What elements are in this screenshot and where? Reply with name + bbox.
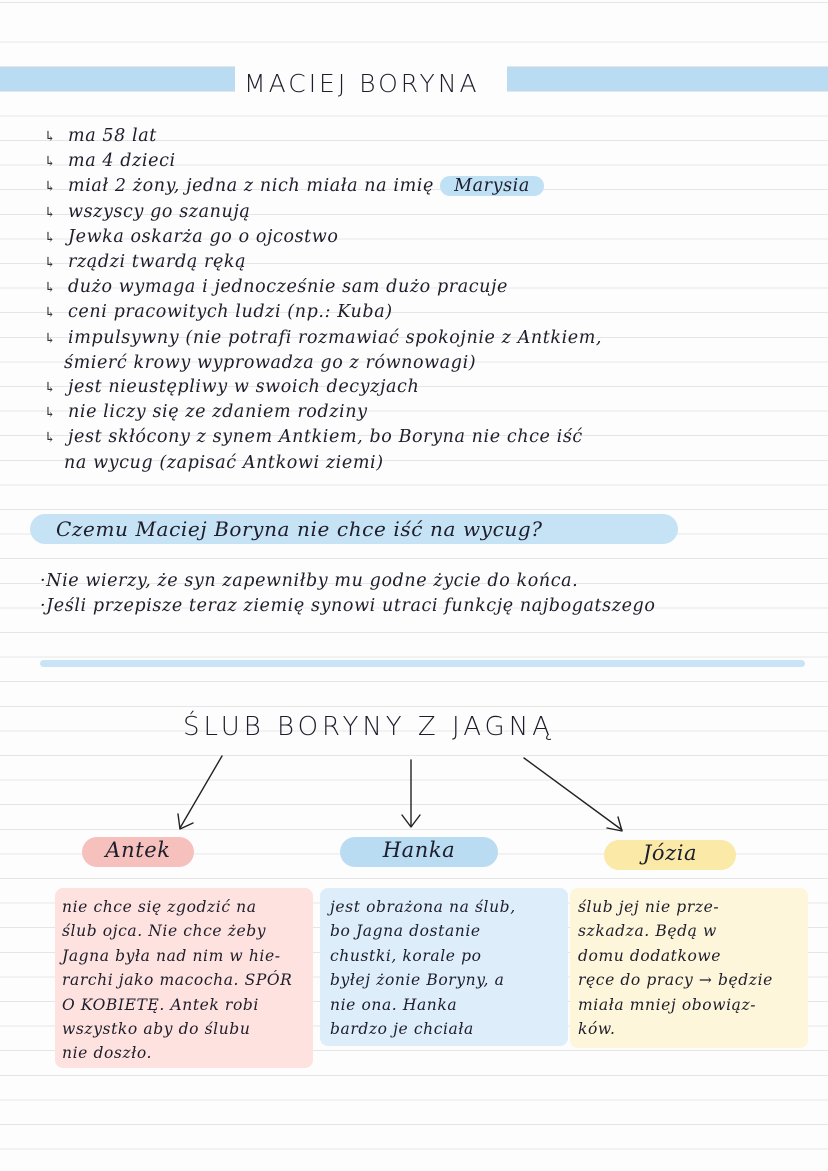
list-item: ↳ wszyscy go szanują — [44, 200, 814, 225]
list-item: ↳ rządzi twardą ręką — [44, 250, 814, 275]
character-name-jozia: Józia — [642, 841, 698, 865]
list-item: ↳ nie liczy się ze zdaniem rodziny — [44, 400, 814, 425]
note-line: O KOBIETĘ. Antek robi — [62, 995, 259, 1014]
arrow-icon: ↳ — [44, 405, 57, 422]
note-line: nie doszło. — [62, 1044, 153, 1063]
list-item: ↳ ma 4 dzieci — [44, 149, 814, 174]
answer-list — [40, 569, 655, 618]
hanka-notes — [330, 895, 516, 1041]
arrow-icon: ↳ — [44, 430, 57, 447]
list-item: ↳ ma 58 lat — [44, 124, 814, 149]
note-line: nie ona. Hanka — [330, 995, 458, 1014]
arrow-icon: ↳ — [44, 129, 57, 145]
note-line: ręce do pracy → będzie — [578, 971, 773, 990]
note-line: ślub ojca. Nie chce żeby — [62, 922, 267, 941]
arrow-icon: ↳ — [44, 380, 57, 397]
answer-item: ·Nie wierzy, że syn zapewniłby mu godne życie do końca. — [40, 571, 579, 591]
note-line: bo Jagna dostanie — [330, 922, 481, 941]
arrow-icon: ↳ — [44, 305, 57, 322]
character-name-antek: Antek — [105, 838, 171, 862]
arrow-icon: ↳ — [44, 280, 57, 297]
arrow-down-icon — [402, 760, 420, 827]
list-item: ↳ jest skłócony z synem Antkiem, bo Boryna nie chce iść — [44, 425, 814, 450]
arrow-icon: ↳ — [44, 255, 57, 272]
list-item-continuation: na wycug (zapisać Antkowi ziemi) — [64, 452, 384, 473]
arrow-left-icon — [178, 756, 222, 829]
note-line: ków. — [578, 1020, 616, 1039]
section-title: ŚLUB BORYNY Z JAGNĄ — [183, 712, 554, 742]
trait-list — [44, 124, 814, 475]
note-line: jest obrażona na ślub, — [330, 898, 516, 916]
highlighted-name: Marysia — [440, 176, 544, 196]
section-divider — [40, 660, 805, 667]
list-item: ↳ dużo wymaga i jednocześnie sam dużo pracuje — [44, 275, 814, 300]
antek-notes — [62, 895, 292, 1066]
arrow-icon: ↳ — [44, 204, 57, 221]
page-title: MACIEJ BORYNA — [244, 69, 480, 98]
note-line: ślub jej nie prze- — [578, 898, 720, 916]
arrow-icon: ↳ — [44, 179, 57, 196]
note-line: rarchi jako macocha. SPÓR — [62, 971, 293, 990]
note-line: nie chce się zgodzić na — [62, 898, 257, 916]
note-line: szkadza. Będą w — [578, 922, 717, 941]
note-line: bardzo je chciała — [330, 1020, 474, 1039]
arrow-right-icon — [524, 758, 622, 831]
arrow-icon: ↳ — [44, 154, 57, 171]
list-item-continuation: śmierć krowy wyprowadza go z równowagi) — [64, 352, 477, 373]
list-item: ↳ jest nieustępliwy w swoich decyzjach — [44, 375, 814, 400]
arrow-icon: ↳ — [44, 229, 57, 246]
note-line: chustki, korale po — [330, 946, 482, 965]
list-item: ↳ impulsywny (nie potrafi rozmawiać spokojnie z Antkiem, — [44, 326, 814, 351]
character-name-hanka: Hanka — [382, 838, 456, 862]
note-line: Jagna była nad nim w hie- — [62, 946, 281, 965]
answer-item: ·Jeśli przepisze teraz ziemię synowi utraci funkcję najbogatszego — [40, 595, 656, 616]
question-heading: Czemu Maciej Boryna nie chce iść na wycug? — [56, 517, 543, 541]
note-line: miała mniej obowiąz- — [578, 995, 757, 1014]
note-line: byłej żonie Boryny, a — [330, 971, 505, 990]
jozia-notes — [578, 895, 773, 1041]
note-line: wszystko aby do ślubu — [62, 1020, 251, 1039]
arrow-icon: ↳ — [44, 330, 57, 347]
list-item: ↳ Jewka oskarża go o ojcostwo — [44, 225, 814, 250]
note-line: domu dodatkowe — [578, 946, 722, 965]
list-item: ↳ ceni pracowitych ludzi (np.: Kuba) — [44, 300, 814, 325]
list-item: ↳ miał 2 żony, jedna z nich miała na imię Marysia — [44, 174, 814, 199]
